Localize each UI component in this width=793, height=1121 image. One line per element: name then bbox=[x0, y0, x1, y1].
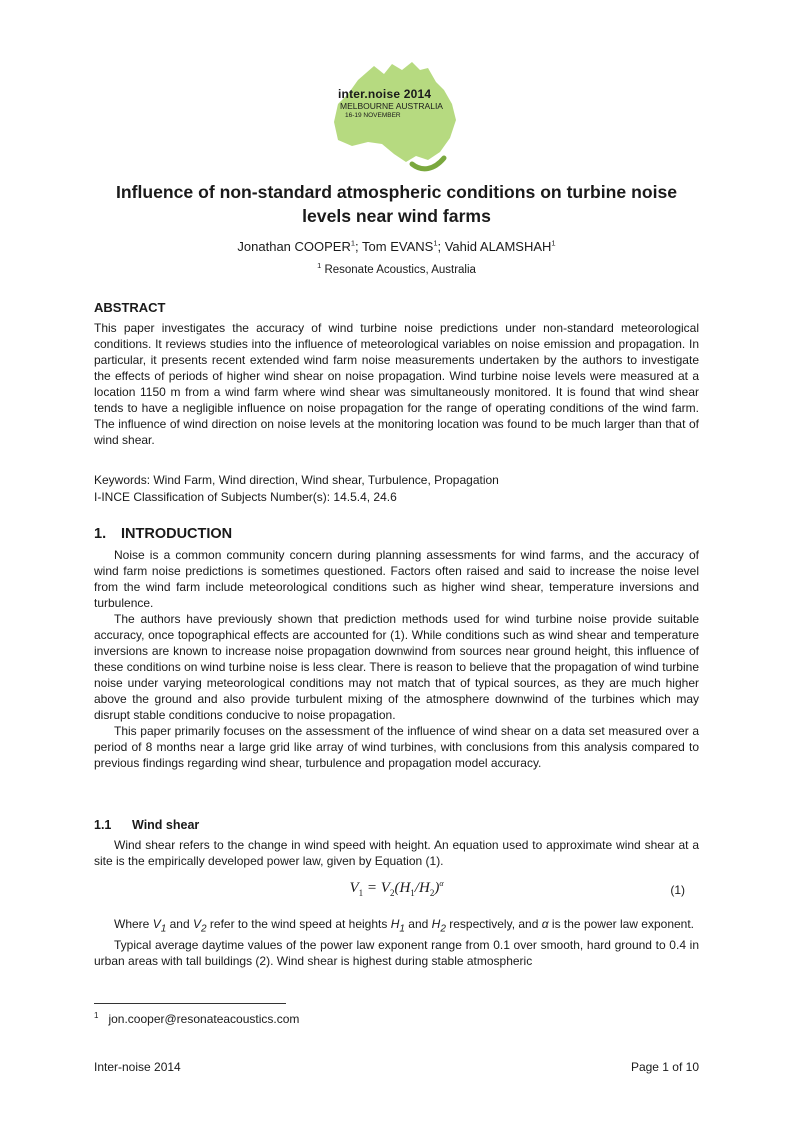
paragraph: Noise is a common community concern during planning assessments for wind farms, and the accuracy of wind farm noise predictions is sometimes questioned. Factors often raised and said to increase the noise level from the wind farm include meteorological conditions such as higher wind shear, temperature inversions and turbulence. bbox=[94, 548, 699, 610]
logo-dates: 16-19 NOVEMBER bbox=[345, 112, 401, 119]
footer-page-number: Page 1 of 10 bbox=[630, 1060, 699, 1074]
abstract-body bbox=[94, 320, 699, 448]
paragraph: Wind shear refers to the change in wind speed with height. An equation used to approximate wind shear at a site is the empirically developed power law, given by Equation (1). bbox=[94, 838, 699, 868]
section-heading bbox=[94, 526, 232, 542]
subsection-number: 1.1 bbox=[94, 818, 112, 832]
affiliation bbox=[0, 261, 793, 276]
subsection-heading bbox=[94, 818, 199, 832]
author-name: Jonathan COOPER bbox=[237, 239, 351, 254]
author-affil-mark: 1 bbox=[433, 238, 438, 248]
conference-logo bbox=[328, 60, 464, 176]
paragraph: Where $V_1$ and $V_2$ refer to the wind speed at heights $H_1$ and $H_2$ respectively, and α is the power law exponent. bbox=[114, 917, 695, 935]
subsection-title: Wind shear bbox=[132, 818, 200, 832]
abstract-heading: ABSTRACT bbox=[94, 300, 166, 315]
footnote-email[interactable]: jon.cooper@resonateacoustics.com bbox=[108, 1012, 300, 1026]
footnote-mark: 1 bbox=[94, 1011, 99, 1020]
equation-formula: $V_1 = V_2(H_1/H_2)^\alpha$ bbox=[349, 879, 444, 898]
classification: I-INCE Classification of Subjects Number(s): 14.5.4, 24.6 bbox=[94, 490, 397, 504]
section-title: INTRODUCTION bbox=[121, 526, 233, 542]
wind-shear-intro bbox=[94, 837, 699, 869]
paragraph: The authors have previously shown that prediction methods used for wind turbine noise provide suitable accuracy, once topographical effects are accounted for (1). While conditions such as wind shear and temperature inversions are known to increase noise propagation downwind from sources near ground height, this influence of these conditions on wind turbine noise is less clear. There is reason to believe that the propagation of wind turbine noise under varying meteorological conditions may not match that of typical sources, as they are much higher above the ground and also provide turbulent mixing of the atmosphere downwind of the turbines which may disrupt stable conditions conducive to noise propagation. bbox=[94, 612, 699, 722]
paragraph: Typical average daytime values of the power law exponent range from 0.1 over smooth, hard ground to 0.4 in urban areas with tall buildings (2). Wind shear is highest during stable atmospheric bbox=[94, 938, 699, 969]
equation-number: (1) bbox=[670, 883, 685, 897]
affil-text: Resonate Acoustics, Australia bbox=[324, 264, 476, 276]
section-number: 1. bbox=[94, 526, 107, 542]
logo-title: inter.noise 2014 bbox=[338, 87, 432, 101]
author-name: Vahid ALAMSHAH bbox=[444, 239, 552, 254]
author-list: Jonathan COOPER$^1$; Tom EVANS$^1$; Vahid ALAMSHAH$^1$ bbox=[237, 238, 556, 254]
wind-shear-body bbox=[94, 916, 699, 969]
abstract-text: This paper investigates the accuracy of wind turbine noise predictions under non-standard meteorological conditions. It reviews studies into the influence of meteorological variables on noise emission and propagation. In particular, it presents recent extended wind farm noise measurements undertaken by the authors to investigate the effects of periods of higher wind shear on noise propagation. Wind turbine noise levels were measured at a location 1150 m from a wind farm where wind shear was simultaneously monitored. It is found that wind shear tends to have a negligible influence on noise propagation for the range of operating conditions of the wind farm. The influence of wind direction on noise levels at the monitoring location was found to be much larger than that of wind shear. bbox=[94, 321, 699, 447]
footnote bbox=[94, 1011, 299, 1026]
footer-conference: Inter-noise 2014 bbox=[94, 1060, 181, 1074]
paper-title: Influence of non-standard atmospheric conditions on turbine noise levels near wind farms bbox=[115, 182, 678, 226]
introduction-body bbox=[94, 547, 699, 771]
footnote-divider bbox=[94, 1003, 286, 1004]
affil-mark: 1 bbox=[317, 261, 322, 271]
author-affil-mark: 1 bbox=[551, 238, 556, 248]
keywords: Keywords: Wind Farm, Wind direction, Wind shear, Turbulence, Propagation bbox=[94, 473, 499, 487]
author-name: Tom EVANS bbox=[362, 239, 434, 254]
logo-location: MELBOURNE AUSTRALIA bbox=[340, 101, 443, 111]
equation-1 bbox=[94, 880, 699, 904]
author-affil-mark: 1 bbox=[350, 238, 356, 248]
paragraph: This paper primarily focuses on the assessment of the influence of wind shear on a data set measured over a period of 8 months near a large grid like array of wind turbines, with conclusions from this analysis compared to previous findings regarding wind shear, turbulence and propagation model accuracy. bbox=[94, 724, 699, 770]
